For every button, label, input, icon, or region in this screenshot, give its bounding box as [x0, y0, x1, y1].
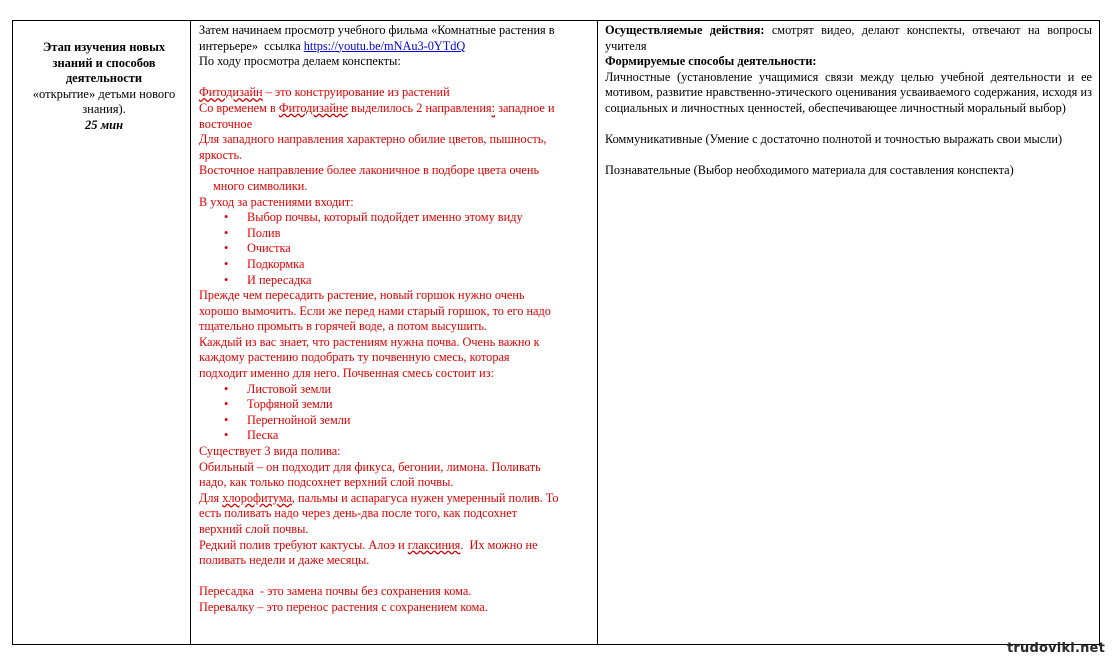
intro-line: интерьере» ссылка https://youtu.be/mNAu3-0YTdQ: [199, 38, 466, 53]
directions-line: Со временем в Фитодизайне выделилось 2 направления: западное и: [199, 100, 555, 115]
pot-line: хорошо вымочить. Если же перед нами старый горшок, то его надо: [199, 303, 551, 318]
soil-line: подходит именно для него. Почвенная смесь состоит из:: [199, 366, 494, 381]
stage-title-line: знаний и способов: [52, 55, 156, 70]
column-divider: [190, 21, 191, 644]
care-title: В уход за растениями входит:: [199, 194, 354, 209]
personal-skills: Личностные (установление учащимися связи между целью учебной деятельности и ее мотивом, развитие нравственно-этического оценивания усваиваемого содержания, исходя из социальных и личностных ценностей, обеспечивающее личностный моральный выбор): [605, 69, 1092, 115]
water-line: верхний слой почвы.: [199, 522, 309, 536]
water-line: Для хлорофитума, пальмы и аспарагуса нужен умеренный полив. То: [199, 490, 559, 505]
intro-line: По ходу просмотра делаем конспекты:: [199, 54, 401, 69]
transfer-definition: Перевалку – это перенос растения с сохранением кома.: [199, 599, 488, 614]
care-list-item: • Подкормка: [199, 257, 597, 273]
water-line: надо, как только подсохнет верхний слой почвы.: [199, 475, 454, 490]
actions-paragraph: Осуществляемые действия: смотрят видео, делают конспекты, отвечают на вопросы учителя: [605, 23, 1092, 53]
soil-line: Каждый из вас знает, что растениям нужна почва. Очень важно к: [199, 334, 540, 349]
cognitive-skills: Познавательные (Выбор необходимого материала для составления конспекта): [605, 163, 1014, 178]
stage-title-line: деятельности: [65, 71, 143, 85]
transplant-definition: Пересадка - это замена почвы без сохранения кома.: [199, 584, 472, 599]
fito-definition: Фитодизайн – это конструирование из растений: [199, 85, 450, 100]
soil-list-item: • Листовой земли: [199, 382, 597, 398]
stage-subtitle-line: «открытие» детьми нового: [32, 86, 176, 101]
care-list-item: • И пересадка: [199, 273, 597, 289]
care-list-item: • Полив: [199, 226, 597, 242]
east-line: много символики.: [213, 178, 308, 193]
stage-title-line: Этап изучения новых: [42, 40, 166, 54]
stage-cell: [21, 40, 187, 133]
pot-line: Прежде чем пересадить растение, новый горшок нужно очень: [199, 288, 525, 303]
skills-label: Формируемые способы деятельности:: [605, 54, 817, 69]
soil-list-item: • Песка: [199, 428, 597, 444]
pot-line: тщательно промыть в горячей воде, а потом высушить.: [199, 319, 488, 334]
east-line: Восточное направление более лаконичное в подборе цвета очень: [199, 163, 540, 178]
water-line: Обильный – он подходит для фикуса, бегонии, лимона. Поливать: [199, 459, 541, 474]
soil-list-item: • Торфяной земли: [199, 397, 597, 413]
west-line: яркость.: [199, 147, 243, 162]
soil-line: каждому растению подобрать ту почвенную смесь, которая: [199, 350, 510, 365]
water-title: Существует 3 вида полива:: [199, 444, 341, 459]
actions-cell: [605, 23, 1092, 179]
water-line: поливать недели и даже месяцы.: [199, 553, 370, 568]
west-line: Для западного направления характерно обилие цветов, пышность,: [199, 132, 547, 147]
directions-line: восточное: [199, 116, 253, 131]
intro-line: Затем начинаем просмотр учебного фильма «Комнатные растения в: [199, 23, 555, 37]
stage-subtitle-line: знания).: [82, 102, 126, 116]
water-line: есть поливать надо через день-два после того, как подсохнет: [199, 506, 518, 521]
soil-list-item: • Перегнойной земли: [199, 413, 597, 429]
video-link[interactable]: https://youtu.be/mNAu3-0YTdQ: [303, 38, 466, 53]
column-divider: [597, 21, 598, 644]
content-cell: [199, 23, 597, 616]
water-line: Редкий полив требуют кактусы. Алоэ и глаксиния. Их можно не: [199, 537, 538, 552]
care-list-item: • Выбор почвы, который подойдет именно этому виду: [199, 210, 597, 226]
lesson-table: [12, 20, 1100, 645]
care-list-item: • Очистка: [199, 241, 597, 257]
communicative-skills: Коммуникативные (Умение с достаточно полнотой и точностью выражать свои мысли): [605, 132, 1063, 147]
watermark: trudoviki.net: [1007, 641, 1105, 656]
stage-duration: 25 мин: [84, 117, 124, 132]
